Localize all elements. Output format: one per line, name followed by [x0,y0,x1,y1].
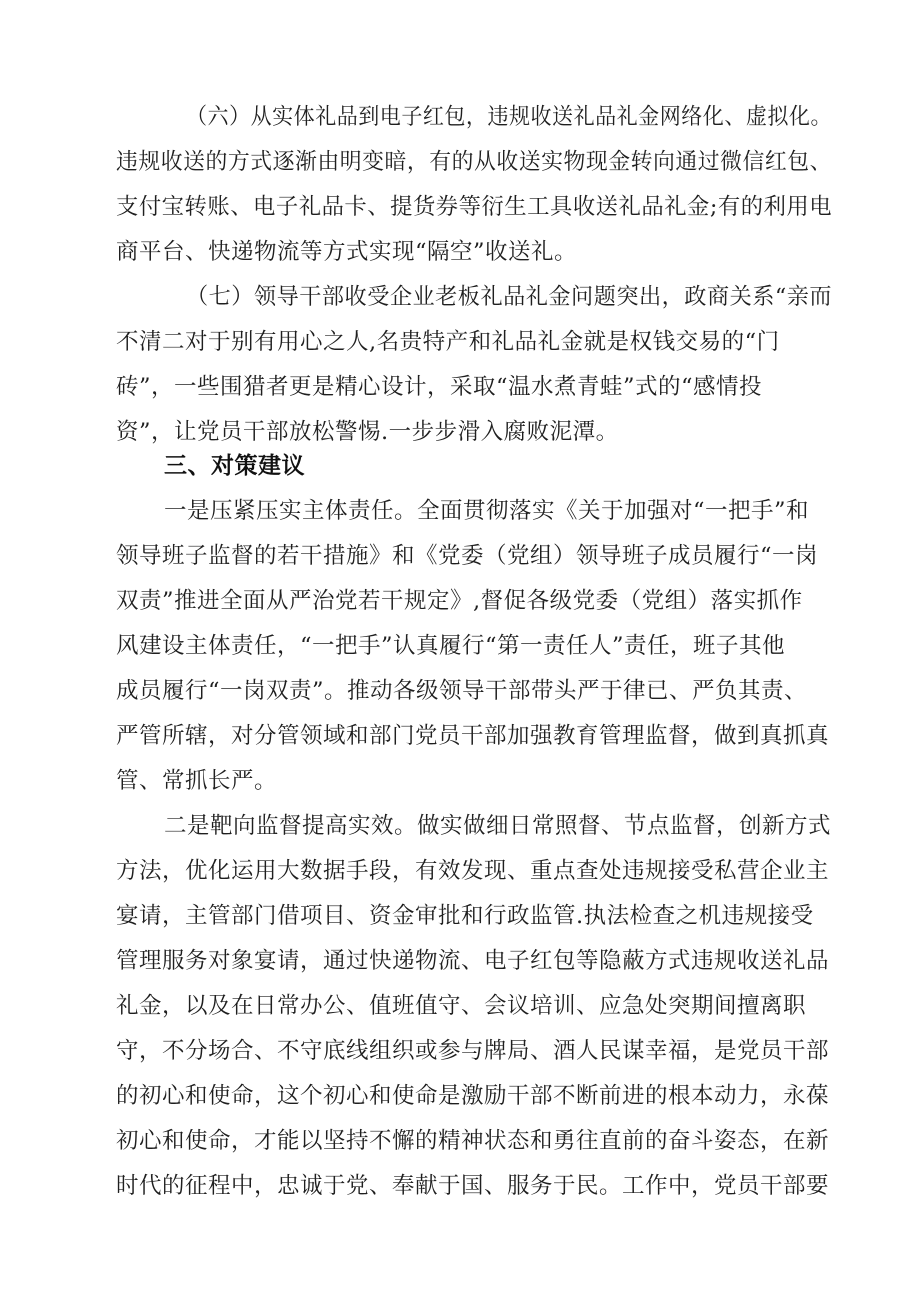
paragraph-one-line-5: 成员履行“一岗双责”。推动各级领导干部带头严于律已、严负其责、 [116,678,808,704]
paragraph-6-line-4: 商平台、快递物流等方式实现“隔空”收送礼。 [116,239,578,265]
paragraph-two-line-3: 宴请，主管部门借项目、资金审批和行政监管.执法检查之机违规接受 [116,903,814,929]
paragraph-two-line-6: 守，不分场合、不守底线组织或参与牌局、酒人民谋幸福，是党员干部 [116,1038,830,1064]
paragraph-one-line-6: 严管所辖，对分管领域和部门党员干部加强教育管理监督，做到真抓真 [116,723,830,749]
paragraph-two-line-1: 二是靶向监督提高实效。做实做细日常照督、节点监督，创新方式 [164,813,832,839]
paragraph-7-line-2: 不清二对于别有用心之人,名贵特产和礼品礼金就是权钱交易的“门 [116,329,780,355]
paragraph-two-line-4: 管理服务对象宴请，通过快递物流、电子红包等隐蔽方式违规收送礼品 [116,948,830,974]
paragraph-one-line-3: 双责”推进全面从严治党若干规定》,督促各级党委（党组）落实抓作 [116,588,803,614]
paragraph-two-line-2: 方法，优化运用大数据手段，有效发现、重点查处违规接受私营企业主 [116,858,830,884]
paragraph-6-line-3: 支付宝转账、电子礼品卡、提货券等衍生工具收送礼品礼金;有的利用电 [116,194,833,220]
paragraph-two-line-7: 的初心和使命，这个初心和使命是激励干部不断前进的根本动力，永葆 [116,1083,830,1109]
paragraph-two-line-5: 礼金，以及在日常办公、值班值守、会议培训、应急处突期间擅离职 [116,993,807,1019]
paragraph-one-line-2: 领导班子监督的若干措施》和《党委（党组）领导班子成员履行“一岗 [116,543,819,569]
paragraph-one-line-7: 管、常抓长严。 [116,768,278,794]
paragraph-7-line-1: （七）领导干部收受企业老板礼品礼金问题突出，政商关系“亲而 [186,284,833,310]
paragraph-6-line-2: 违规收送的方式逐渐由明变暗，有的从收送实物现金转向通过微信红包、 [116,149,832,175]
paragraph-7-line-4: 资”，让党员干部放松警惕.一步步滑入腐败泥潭。 [116,419,619,445]
section-heading: 三、对策建议 [164,453,305,479]
paragraph-two-line-8: 初心和使命，才能以坚持不懈的精神状态和勇往直前的奋斗姿态，在新 [116,1128,830,1154]
paragraph-one-line-4: 风建设主体责任，“一把手”认真履行“第一责任人”责任，班子其他 [116,633,786,659]
paragraph-7-line-3: 砖”，一些围猎者更是精心设计，采取“温水煮青蛙”式的“感情投 [116,374,763,400]
paragraph-one-line-1: 一是压紧压实主体责任。全面贯彻落实《关于加强对“一把手”和 [164,498,810,524]
paragraph-6-line-1: （六）从实体礼品到电子红包，违规收送礼品礼金网络化、虚拟化。 [186,104,832,130]
paragraph-two-line-9: 时代的征程中，忠诚于党、奉献于国、服务于民。工作中，党员干部要 [116,1173,830,1199]
